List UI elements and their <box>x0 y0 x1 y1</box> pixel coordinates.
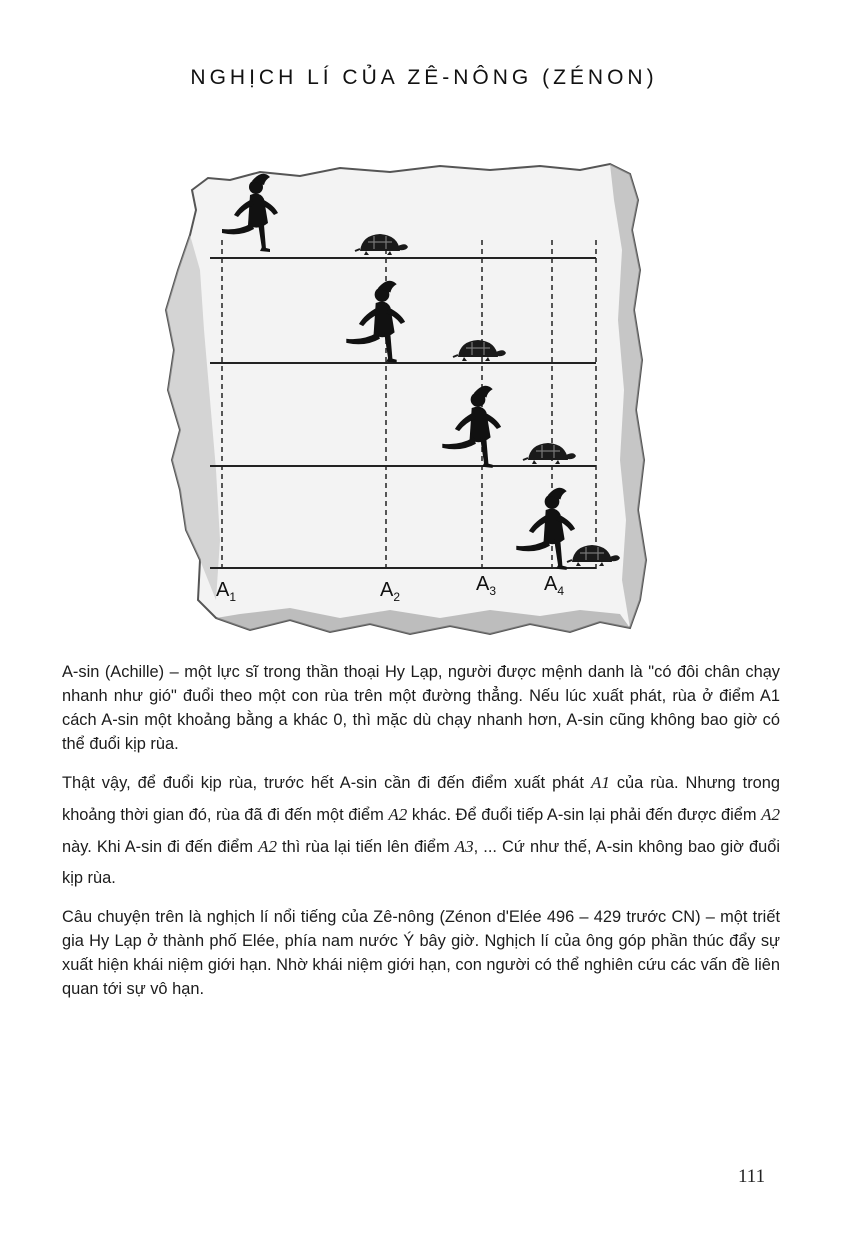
math-var: A2 <box>388 805 408 824</box>
math-var: A2 <box>761 805 780 824</box>
torn-paper-background <box>166 164 646 634</box>
paragraph-explanation <box>62 767 780 894</box>
label-a3: $A_3$ <box>476 573 497 598</box>
text-segment: , ... Cứ như thế, A-sin không bao giờ đuổi kịp rùa. <box>62 838 780 887</box>
math-var: A2 <box>258 837 277 856</box>
label-a1: $A_1$ <box>216 579 237 604</box>
illustration-svg <box>160 140 650 640</box>
text-segment: Thật vậy, để đuổi kịp rùa, trước hết A-sin cần đi đến điểm xuất phát <box>62 774 591 792</box>
body-text <box>62 660 780 1012</box>
text-segment: khác. Để đuổi tiếp A-sin lại phải đến được điểm <box>407 806 762 824</box>
text-segment: này. Khi A-sin đi đến điểm <box>62 838 259 856</box>
math-var: A1 <box>590 773 610 792</box>
achilles-tortoise-illustration <box>160 140 650 640</box>
label-a2: $A_2$ <box>380 579 401 604</box>
page-title: NGHỊCH LÍ CỦA ZÊ-NÔNG (ZÉNON) <box>190 66 658 89</box>
paragraph-achilles: A-sin (Achille) – một lực sĩ trong thần thoại Hy Lạp, người được mệnh danh là "có đôi chân chạy nhanh như gió" đuổi theo một con rùa trên một đường thẳng. Nếu lúc xuất phát, rùa ở điểm A1 cách A-sin một khoảng bằng a khác 0, thì mặc dù chạy nhanh hơn, A-sin cũng không bao giờ có thể đuổi kịp rùa. <box>62 663 780 753</box>
paragraph-zeno: Câu chuyện trên là nghịch lí nổi tiếng của Zê-nông (Zénon d'Elée 496 – 429 trước CN) – một triết gia Hy Lạp ở thành phố Elée, phía nam nước Ý bây giờ. Nghịch lí của ông góp phần thúc đẩy sự xuất hiện khái niệm giới hạn. Nhờ khái niệm giới hạn, con người có thể nghiên cứu các vấn đề liên quan tới sự vô hạn. <box>62 908 780 998</box>
math-var: A3 <box>454 837 474 856</box>
page-number: 111 <box>738 1166 766 1187</box>
text-segment: thì rùa lại tiến lên điểm <box>276 838 455 856</box>
text-segment: của rùa. Nhưng trong khoảng thời gian đó, rùa đã đi đến một điểm <box>62 774 780 824</box>
label-a4: $A_4$ <box>544 573 565 598</box>
